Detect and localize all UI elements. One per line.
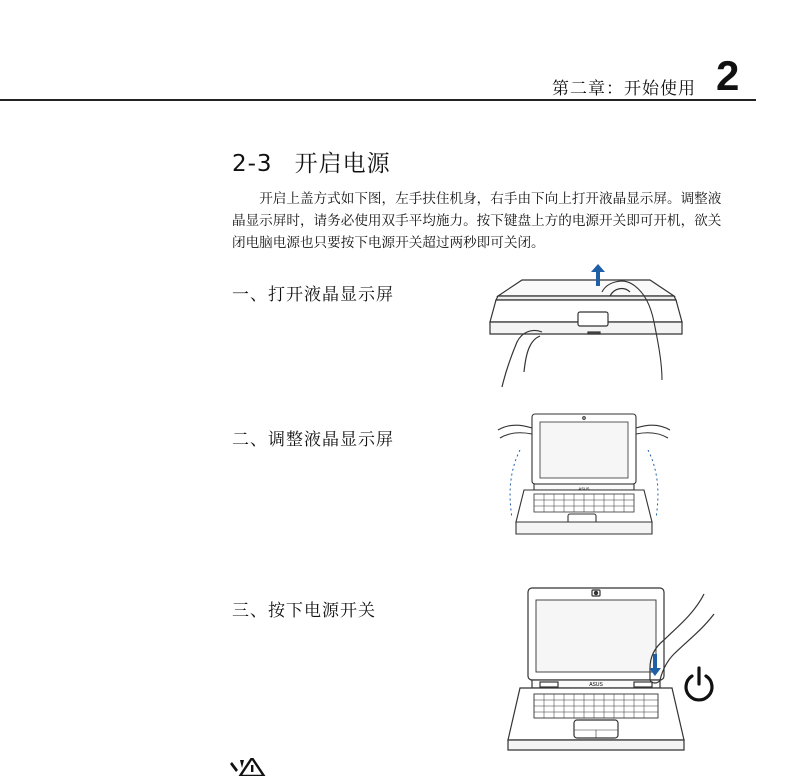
- chapter-label: 第二章：开始使用: [552, 79, 696, 99]
- brand-logo-small: ASUS: [578, 486, 590, 491]
- step-2-label: 二、调整液晶显示屏: [232, 430, 394, 450]
- step-1-label: 一、打开液晶显示屏: [232, 285, 394, 305]
- intro-paragraph: [232, 188, 722, 254]
- section-number: 2-3: [232, 151, 273, 177]
- power-switch-illustration: [504, 584, 724, 754]
- section-title-text: 开启电源: [294, 151, 391, 177]
- step-3-label: 三、按下电源开关: [232, 601, 376, 621]
- warning-icon: [230, 758, 266, 776]
- header-divider: [0, 99, 756, 101]
- intro-text: 开启上盖方式如下图，左手扶住机身，右手由下向上打开液晶显示屏。调整液晶显示屏时，请务必使用双手平均施力。按下键盘上方的电源开关即可开机，欲关闭电脑电源也只要按下电源开关超过两秒即可关闭。: [232, 191, 722, 251]
- open-lid-illustration: [482, 262, 692, 392]
- power-icon: [686, 668, 712, 700]
- brand-logo: ASUS: [589, 682, 603, 688]
- chapter-number: 2: [716, 52, 740, 99]
- adjust-screen-illustration: [494, 410, 674, 542]
- section-title: [232, 145, 391, 178]
